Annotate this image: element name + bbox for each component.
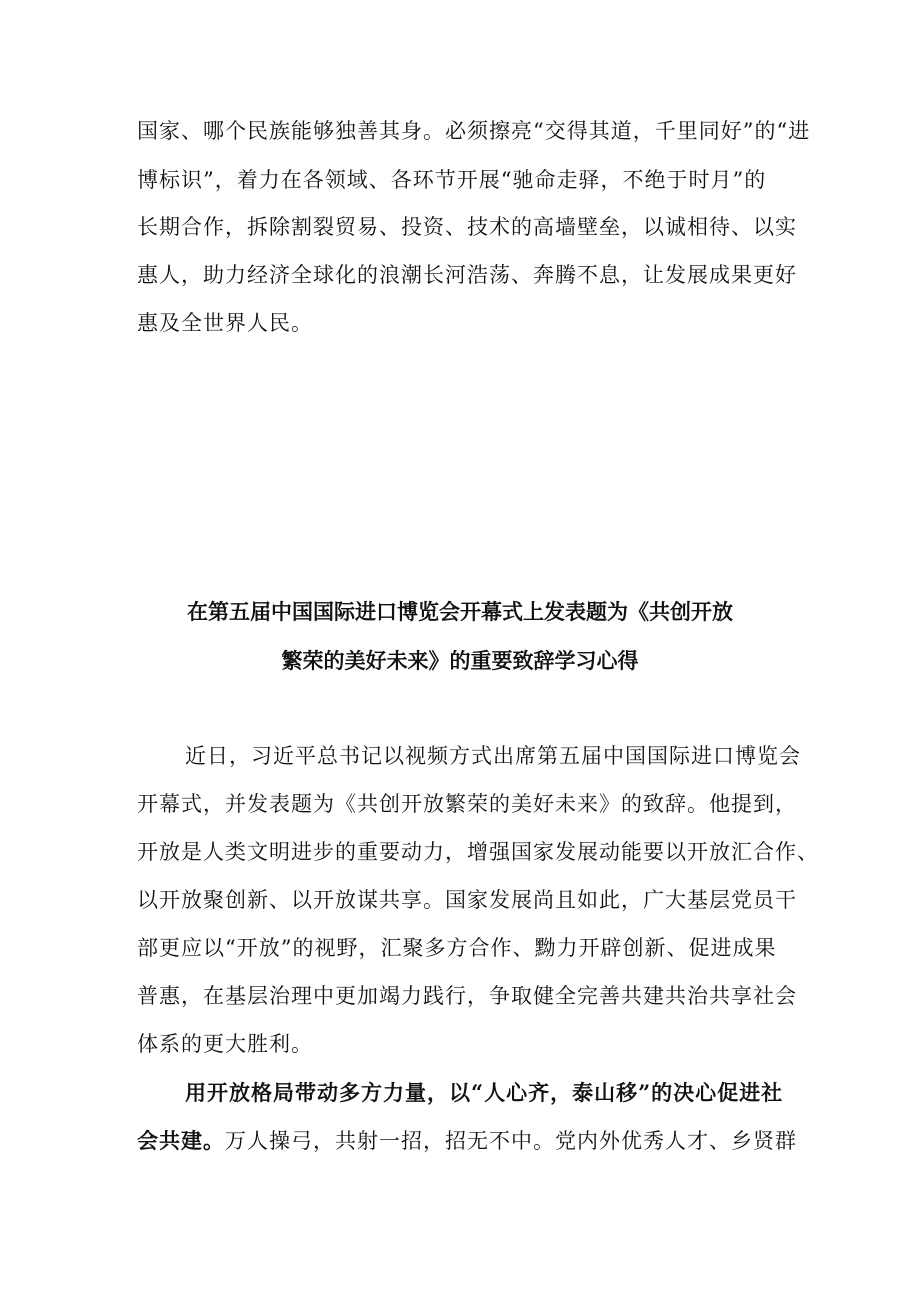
continuation-line-3: 长期合作，拆除割裂贸易、投资、技术的高墙壁垒，以诚相待、以实 <box>137 215 797 239</box>
continuation-line-2: 博标识”，着力在各领域、各环节开展“驰命走驿，不绝于时月”的 <box>137 168 767 192</box>
paragraph2-line-2 <box>137 1127 797 1155</box>
paragraph1-line-3: 开放是人类文明进步的重要动力，增强国家发展动能要以开放汇合作、 <box>137 840 819 864</box>
paragraph1-line-1: 近日，习近平总书记以视频方式出席第五届中国国际进口博览会 <box>185 744 801 768</box>
paragraph2-heading-line-1: 用开放格局带动多方力量，以“人心齐，泰山移”的决心促进社 <box>185 1080 784 1105</box>
paragraph1-line-4: 以开放聚创新、以开放谋共享。国家发展尚且如此，广大基层党员干 <box>137 888 797 912</box>
continuation-line-1: 国家、哪个民族能够独善其身。必须擦亮“交得其道，千里同好”的“进 <box>137 119 811 143</box>
paragraph2-heading-end: 会共建。 <box>137 1128 225 1153</box>
continuation-line-4: 惠人，助力经济全球化的浪潮长河浩荡、奔腾不息，让发展成果更好 <box>137 263 797 287</box>
continuation-line-5: 惠及全世界人民。 <box>137 311 313 335</box>
article-title-line-2: 繁荣的美好未来》的重要致辞学习心得 <box>281 648 639 673</box>
paragraph1-line-5: 部更应以“开放”的视野，汇聚多方合作、黝力开辟创新、促进成果 <box>137 936 777 960</box>
paragraph2-body-start: 万人操弓，共射一招，招无不中。党内外优秀人才、乡贤群 <box>225 1129 797 1153</box>
paragraph1-line-6: 普惠，在基层治理中更加竭力践行，争取健全完善共建共治共享社会 <box>137 984 797 1008</box>
paragraph1-line-7: 体系的更大胜利。 <box>137 1032 313 1056</box>
article-title-line-1: 在第五届中国国际进口博览会开幕式上发表题为《共创开放 <box>187 599 733 624</box>
paragraph1-line-2: 开幕式，并发表题为《共创开放繁荣的美好未来》的致辞。他提到， <box>137 792 797 816</box>
